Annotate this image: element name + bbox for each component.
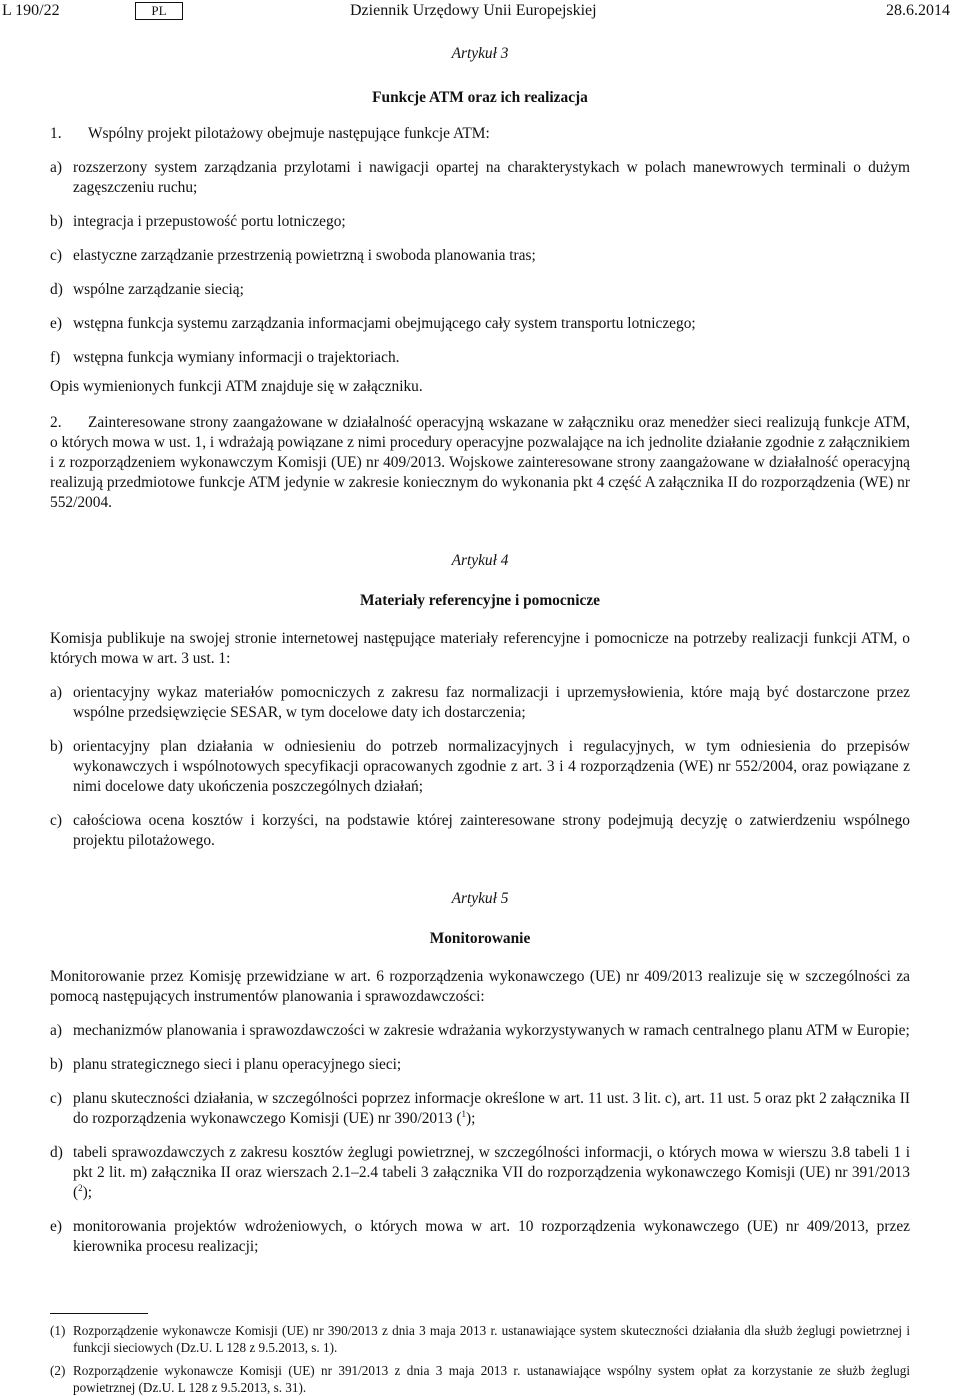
footnote xyxy=(50,1362,910,1396)
list-item-label: e) xyxy=(50,315,62,332)
article-4-intro: Komisja publikuje na swojej stronie internetowej następujące materiały referencyjne i pomocnicze na potrzeby realizacji funkcji ATM, o których mowa w art. 3 ust. 1: xyxy=(50,630,910,667)
article-4-number: Artykuł 4 xyxy=(451,552,509,569)
list-item-label: d) xyxy=(50,1144,63,1161)
list-item-label: c) xyxy=(50,247,62,264)
paragraph-number: 2. xyxy=(50,414,62,431)
list-item-text: integracja i przepustowość portu lotniczego; xyxy=(73,213,346,230)
article-3-title: Funkcje ATM oraz ich realizacja xyxy=(372,89,588,106)
list-item-text: wstępna funkcja wymiany informacji o trajektoriach. xyxy=(73,349,400,366)
article-3-number: Artykuł 3 xyxy=(451,45,509,62)
list-item xyxy=(50,1021,910,1041)
footnote-text: Rozporządzenie wykonawcze Komisji (UE) nr 391/2013 z dnia 3 maja 2013 r. ustanawiające wspólny system opłat za korzystanie ze służb żeglugi powietrznej (Dz.U. L 128 z 9.5.2013, s. 31). xyxy=(73,1363,910,1395)
publication-date: 28.6.2014 xyxy=(886,2,950,19)
list-item-text: planu strategicznego sieci i planu operacyjnego sieci; xyxy=(73,1056,402,1073)
list-item-text: elastyczne zarządzanie przestrzenią powietrzną i swoboda planowania tras; xyxy=(73,247,536,264)
list-item xyxy=(50,314,910,334)
list-item-text: wstępna funkcja systemu zarządzania informacjami obejmującego cały system transportu lotniczego; xyxy=(73,315,696,332)
article-3-paragraph-2 xyxy=(50,413,910,513)
article-5-number: Artykuł 5 xyxy=(451,890,509,907)
article-3-closing: Opis wymienionych funkcji ATM znajduje się w załączniku. xyxy=(50,378,423,395)
list-item xyxy=(50,212,910,232)
list-item xyxy=(50,246,910,266)
list-item xyxy=(50,1089,910,1129)
article-5-title: Monitorowanie xyxy=(429,930,531,947)
article-5-intro: Monitorowanie przez Komisję przewidziane w art. 6 rozporządzenia wykonawczego (UE) nr 409/2013 realizuje się w szczególności za pomocą następujących instrumentów planowania i sprawozdawczości: xyxy=(50,968,910,1005)
article-4-title: Materiały referencyjne i pomocnicze xyxy=(359,592,601,609)
footnote-label: (1) xyxy=(50,1323,66,1338)
footnote-label: (2) xyxy=(50,1363,66,1378)
list-item-text: planu skuteczności działania, w szczególności poprzez informacje określone w art. 11 ust. 3 lit. c), art. 11 ust. 5 oraz pkt 2 załącznika II do rozporządzenia wykonawczego Komisji (UE) nr 390/2013 ($^1$); xyxy=(73,1090,910,1127)
paragraph-text: Wspólny projekt pilotażowy obejmuje następujące funkcje ATM: xyxy=(88,125,490,142)
list-item-text: mechanizmów planowania i sprawozdawczości w zakresie wdrażania wykorzystywanych w ramach centralnego planu ATM w Europie; xyxy=(73,1022,910,1039)
list-item-label: d) xyxy=(50,281,63,298)
list-item-text: wspólne zarządzanie siecią; xyxy=(73,281,244,298)
list-item-label: a) xyxy=(50,159,62,176)
list-item xyxy=(50,280,910,300)
list-item xyxy=(50,158,910,198)
list-item-label: c) xyxy=(50,1090,62,1107)
footnote-divider xyxy=(50,1313,148,1314)
list-item xyxy=(50,737,910,797)
list-item-label: b) xyxy=(50,213,63,230)
paragraph-number: 1. xyxy=(50,125,62,142)
list-item-label: a) xyxy=(50,1022,62,1039)
list-item-label: f) xyxy=(50,349,61,366)
list-item-label: e) xyxy=(50,1218,62,1235)
page-reference: L 190/22 xyxy=(2,2,60,19)
footnote-text: Rozporządzenie wykonawcze Komisji (UE) nr 390/2013 z dnia 3 maja 2013 r. ustanawiające system skuteczności działania dla służb żeglugi powietrznej i funkcji sieciowych (Dz.U. L 128 z 9.5.2013, s. 1). xyxy=(73,1323,910,1355)
list-item-label: c) xyxy=(50,812,62,829)
list-item-label: b) xyxy=(50,738,63,755)
list-item-text: monitorowania projektów wdrożeniowych, o których mowa w art. 10 rozporządzenia wykonawczego (UE) nr 409/2013, przez kierownika procesu realizacji; xyxy=(73,1218,910,1255)
list-item xyxy=(50,683,910,723)
list-item-text: orientacyjny plan działania w odniesieniu do potrzeb normalizacyjnych i regulacyjnych, w tym odniesienia do przepisów wykonawczych i wspólnotowych specyfikacji opracowanych zgodnie z art. 3 i 4 rozporządzenia (WE) nr 552/2004, oraz powiązane z nimi docelowe daty ukończenia poszczególnych działań; xyxy=(73,738,910,795)
list-item xyxy=(50,811,910,851)
list-item-text: orientacyjny wykaz materiałów pomocniczych z zakresu faz normalizacji i uprzemysłowienia, które mają być dostarczone przez wspólne przedsięwzięcie SESAR, w tym docelowe daty ich dostarczenia; xyxy=(73,684,910,721)
list-item-label: a) xyxy=(50,684,62,701)
paragraph-text: Zainteresowane strony zaangażowane w działalność operacyjną wskazane w załączniku oraz menedżer sieci realizują funkcje ATM, o których mowa w ust. 1, i wdrażają powiązane z nimi procedury operacyjne pozwalające na ich jednolite działanie zgodnie z załącznikiem i z rozporządzeniem wykonawczym Komisji (UE) nr 409/2013. Wojskowe zainteresowane strony zaangażowane w działalność operacyjną realizują przedmiotowe funkcje ATM jedynie w zakresie koniecznym do wykonania pkt 4 część A załącznika II do rozporządzenia (WE) nr 552/2004. xyxy=(50,414,910,511)
document-body xyxy=(50,40,910,1257)
list-item xyxy=(50,1055,910,1075)
list-item-label: b) xyxy=(50,1056,63,1073)
footnotes xyxy=(50,1322,910,1396)
list-item-text: rozszerzony system zarządzania przylotami i nawigacji opartej na charakterystykach w polach manewrowych terminali o dużym zagęszczeniu ruchu; xyxy=(73,159,910,196)
article-3-paragraph-1 xyxy=(50,124,910,144)
footnote-reference: 2 xyxy=(78,1182,83,1193)
page-header xyxy=(2,0,950,22)
list-item-text: całościowa ocena kosztów i korzyści, na podstawie której zainteresowane strony podejmują decyzję o zatwierdzeniu wspólnego projektu pilotażowego. xyxy=(73,812,910,849)
footnote-reference: 1 xyxy=(461,1108,466,1119)
list-item xyxy=(50,1217,910,1257)
list-item xyxy=(50,1143,910,1203)
list-item xyxy=(50,348,910,368)
journal-title: Dziennik Urzędowy Unii Europejskiej xyxy=(350,2,597,19)
list-item-text: tabeli sprawozdawczych z zakresu kosztów żeglugi powietrznej, w szczególności informacji, o których mowa w wierszu 3.8 tabeli 1 i pkt 2 lit. m) załącznika II oraz wierszach 2.1–2.4 tabeli 3 załącznika VII do rozporządzenia wykonawczego Komisji (UE) nr 391/2013 ($^2$); xyxy=(73,1144,910,1201)
footnote xyxy=(50,1322,910,1356)
language-badge: PL xyxy=(135,2,183,20)
